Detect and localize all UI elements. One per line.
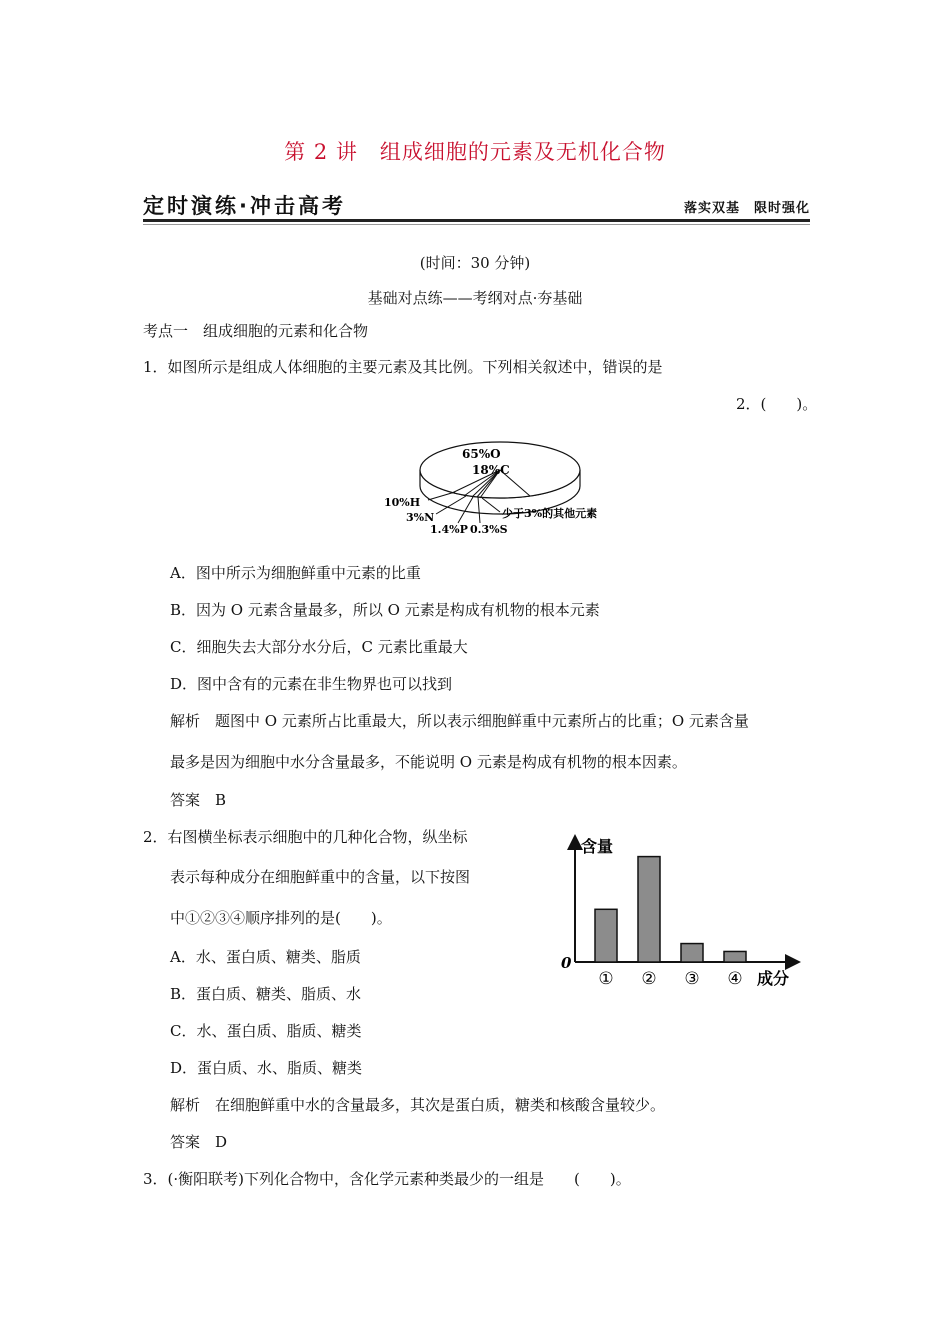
q1-stem-tail: 2．( )。: [736, 395, 818, 413]
section-heading: 基础对点练——考纲对点·夯基础: [367, 289, 583, 307]
bar-chart: [555, 828, 805, 998]
x-tick-label: ④: [727, 969, 743, 989]
y-axis-label: 含量: [581, 837, 614, 856]
banner-title: 定时演练·冲击高考: [143, 194, 346, 218]
pie-label-s: 0.3%S: [470, 523, 508, 536]
q1-analysis-line1: 解析 题图中 O 元素所占比重最大，所以表示细胞鲜重中元素所占的比重；O 元素含量: [170, 712, 749, 730]
q2-option-b: B．蛋白质、糖类、脂质、水: [170, 985, 362, 1003]
page-title: 第 2 讲 组成细胞的元素及无机化合物: [284, 140, 666, 164]
bar-2: [638, 857, 660, 962]
x-tick-label: ③: [684, 969, 700, 989]
bar-1: [595, 909, 617, 962]
x-axis-label: 成分: [757, 969, 790, 988]
q1-option-c: C．细胞失去大部分水分后，C 元素比重最大: [170, 638, 468, 656]
banner-subtitle: 落实双基 限时强化: [683, 201, 810, 216]
q1-analysis-line2: 最多是因为细胞中水分含量最多，不能说明 O 元素是构成有机物的根本因素。: [170, 753, 687, 771]
kaodian-heading: 考点一 组成细胞的元素和化合物: [143, 322, 369, 340]
pie-label-h: 10%H: [384, 496, 421, 509]
pie-label-p: 1.4%P: [430, 523, 468, 536]
q2-answer: 答案 D: [170, 1133, 228, 1151]
x-tick-label: ②: [641, 969, 657, 989]
q1-option-b: B．因为 O 元素含量最多，所以 O 元素是构成有机物的根本元素: [170, 601, 600, 619]
q2-stem-line2: 表示每种成分在细胞鲜重中的含量，以下按图: [170, 868, 471, 886]
q2-option-c: C．水、蛋白质、脂质、糖类: [170, 1022, 362, 1040]
q2-option-a: A．水、蛋白质、糖类、脂质: [170, 948, 361, 966]
q3-stem: 3．(·衡阳联考)下列化合物中，含化学元素种类最少的一组是 ( )。: [143, 1170, 631, 1188]
pie-label-n: 3%N: [406, 511, 435, 524]
x-tick-label: ①: [598, 969, 614, 989]
q2-stem-line3: 中①②③④顺序排列的是( )。: [170, 909, 392, 927]
time-limit: (时间：30 分钟): [419, 254, 531, 272]
q2-analysis: 解析 在细胞鲜重中水的含量最多，其次是蛋白质，糖类和核酸含量较少。: [170, 1096, 666, 1114]
q1-answer: 答案 B: [170, 791, 227, 809]
q1-option-d: D．图中含有的元素在非生物界也可以找到: [170, 675, 453, 693]
pie-label-other: 少于3%的其他元素: [502, 507, 598, 520]
q2-option-d: D．蛋白质、水、脂质、糖类: [170, 1059, 363, 1077]
q2-stem-line1: 2．右图横坐标表示细胞中的几种化合物，纵坐标: [143, 828, 468, 846]
bar-3: [681, 944, 703, 962]
q1-stem: 1．如图所示是组成人体细胞的主要元素及其比例。下列相关叙述中，错误的是: [143, 358, 663, 376]
banner-rule: [143, 219, 810, 222]
pie-chart: [380, 430, 610, 540]
origin-label: 0: [561, 954, 572, 972]
q1-option-a: A．图中所示为细胞鲜重中元素的比重: [170, 564, 421, 582]
banner-rule-thin: [143, 224, 810, 225]
pie-label-o: 65%O: [462, 447, 501, 461]
bar-4: [724, 951, 746, 962]
pie-label-c: 18%C: [472, 463, 510, 477]
